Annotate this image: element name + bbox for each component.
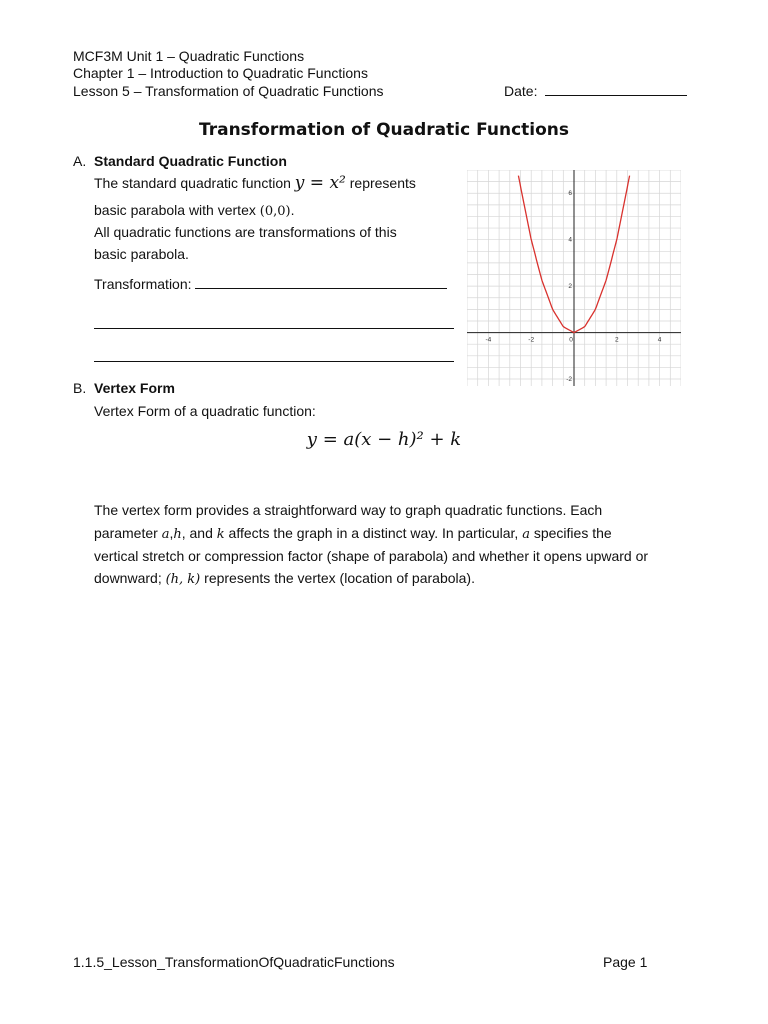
page-title: Transformation of Quadratic Functions	[199, 120, 569, 140]
header-lesson: Lesson 5 – Transformation of Quadratic Functions	[73, 83, 384, 99]
param-a: a	[161, 527, 170, 542]
text-run: .	[290, 202, 295, 218]
text-run: represents the vertex (location of parabola).	[204, 570, 475, 586]
x-tick-label: 2	[614, 336, 619, 344]
section-a-letter: A.	[73, 153, 87, 169]
parabola-graph	[467, 170, 681, 386]
x-tick-label: 4	[657, 336, 662, 344]
answer-line-2[interactable]	[94, 349, 454, 362]
vertex-origin: (0,0)	[259, 204, 291, 219]
transformation-blank[interactable]	[195, 276, 447, 289]
text-run: The standard quadratic function	[94, 175, 291, 191]
date-blank[interactable]	[545, 83, 687, 96]
footer-page-number: Page 1	[603, 954, 648, 970]
section-a-line3: All quadratic functions are transformations of this	[94, 224, 397, 240]
section-b-letter: B.	[73, 380, 87, 396]
formula-text: y = a(x − h)² + k	[306, 429, 462, 450]
x-tick-label: 0	[569, 336, 573, 344]
section-b-para-line3: vertical stretch or compression factor (shape of parabola) and whether it opens upward or	[94, 548, 649, 564]
section-b-para-line2	[94, 522, 612, 547]
vertex-hk: (h, k)	[165, 572, 201, 587]
section-a-heading: Standard Quadratic Function	[94, 153, 287, 169]
x-tick-label: -4	[485, 336, 492, 344]
answer-line-1[interactable]	[94, 316, 454, 329]
y-tick-label: -2	[566, 376, 572, 384]
text-run: downward;	[94, 570, 162, 586]
param-k: k	[216, 527, 225, 542]
x-tick-label: -2	[528, 336, 535, 344]
text-run: ,	[169, 525, 174, 541]
section-b-para-line4	[94, 567, 475, 592]
section-b-heading: Vertex Form	[94, 380, 175, 396]
text-run: , and	[181, 525, 213, 541]
section-b-para-line1: The vertex form provides a straightforward way to graph quadratic functions. Each	[94, 502, 603, 518]
date-label: Date:	[504, 83, 538, 99]
transformation-label: Transformation:	[94, 276, 192, 292]
y-tick-label: 6	[568, 190, 572, 198]
vertex-form-formula	[0, 428, 768, 451]
transformation-field[interactable]	[94, 273, 447, 296]
y-tick-label: 2	[568, 283, 572, 291]
section-b-intro: Vertex Form of a quadratic function:	[94, 403, 316, 419]
y-tick-label: 4	[568, 236, 572, 244]
section-a-line2	[94, 199, 294, 224]
text-run: parameter	[94, 525, 158, 541]
date-field[interactable]	[504, 83, 687, 100]
param-h: h	[173, 527, 182, 542]
text-run: basic parabola with vertex	[94, 202, 256, 218]
text-run: represents	[349, 175, 416, 191]
param-a: a	[522, 527, 530, 542]
footer-filename: 1.1.5_Lesson_TransformationOfQuadraticFunctions	[73, 954, 395, 970]
text-run: affects the graph in a distinct way. In particular,	[228, 525, 519, 541]
equation-basic: y = x²	[294, 173, 346, 193]
section-a-line4: basic parabola.	[94, 246, 189, 262]
header-course: MCF3M Unit 1 – Quadratic Functions	[73, 48, 305, 64]
header-chapter: Chapter 1 – Introduction to Quadratic Functions	[73, 65, 368, 81]
section-a-line1	[94, 172, 416, 195]
text-run: specifies the	[533, 525, 612, 541]
